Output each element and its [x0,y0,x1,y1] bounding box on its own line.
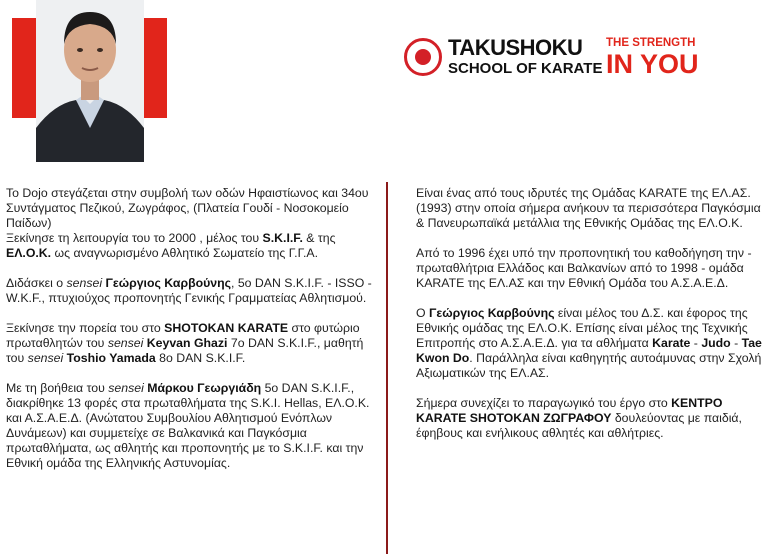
text: ως αναγνωρισμένο Αθλητικό Σωματείο της Γ.Γ.Α. [51,246,319,260]
portrait-block [12,0,167,162]
text-italic: sensei [66,276,103,290]
logo-tagline-2: IN YOU [606,49,699,79]
text-bold: Keyvan Ghazi [146,336,228,350]
logo-tagline [606,36,699,78]
right-paragraph-1: Είναι ένας από τους ιδρυτές της Ομάδας KARATE της ΕΛ.ΑΣ. (1993) στην οποία σήμερα ανήκουν τα περισσότερα Παγκόσμια & Πανευρωπαϊκά μετάλλια της Εθνικής Ομάδας της ΕΛ.Ο.Κ. [416,186,761,230]
right-paragraph-2: Από το 1996 έχει υπό την προπονητική του καθοδήγηση την - πρωταθλήτρια Ελλάδος και Βαλκανίων από το 1998 - ομάδα KARATE της ΕΛ.ΑΣ και την Εθνική Ομάδα του Α.Σ.Α.Ε.Δ. [416,246,752,290]
text-bold: Μάρκου Γεωργιάδη [147,381,262,395]
text-bold: ΕΛ.Ο.Κ. [6,246,52,260]
text-italic: sensei [108,381,144,395]
text-bold: Judo [701,336,731,350]
person-illustration [36,0,144,162]
text: 8ο DAN S.K.I.F. [155,351,246,365]
left-paragraph-2 [6,276,378,306]
portrait-photo [36,0,144,162]
text-bold: Toshio Yamada [66,351,156,365]
text: 7ο DAN S.K.I.F., μαθητή του [6,336,364,365]
text: Ο [416,306,429,320]
text: . Παράλληλα είναι καθηγητής αυτοάμυνας στην Σχολή Αξιωματικών της ΕΛ.ΑΣ. [416,351,762,380]
logo-emblem-icon [404,38,442,76]
logo-text [448,36,602,78]
text: Με τη βοήθεια του [6,381,109,395]
text-bold: Γεώργιος Καρβούνης [105,276,231,290]
takushoku-logo [404,36,704,86]
text-bold: S.K.I.F. [262,231,303,245]
text: - [730,336,742,350]
text-bold: Γεώργιος Καρβούνης [428,306,555,320]
text: Το Dojo στεγάζεται στην συμβολή των οδών Ηφαιστίωνος και 34ου Συντάγματος Πεζικού, Ζωγράφος, (Πλατεία Γουδί - Νοσοκομείο Παίδων) [6,186,369,230]
text: Ξεκίνησε την πορεία του στο [6,321,165,335]
text: είναι μέλος του Δ.Σ. και έφορος της Εθνικής ομάδας της ΕΛ.Ο.Κ. Επίσης είναι μέλος της Τεχνικής Επιτροπής στο Α.Σ.Α.Ε.Δ. για τα αθλήματα [416,306,748,350]
left-paragraph-3 [6,321,378,366]
text: Ξεκίνησε τη λειτουργία του το 2000 , μέλος του [6,231,263,245]
logo-brand: TAKUSHOKU [448,35,583,60]
text-italic: sensei [27,351,64,365]
text-bold: Tae Kwon Do [416,336,762,365]
logo-tagline-1: THE STRENGTH [606,37,696,49]
left-paragraph-4 [6,381,378,471]
text: Διδάσκει ο [6,276,67,290]
text: & της [302,231,336,245]
right-paragraph-3 [416,306,772,381]
text-italic: sensei [107,336,144,350]
text-bold: Karate [652,336,691,350]
text-bold: ΚΕΝΤΡΟ KARATE SHOTOKAN ΖΩΓΡΑΦΟΥ [416,396,723,425]
text-bold: SHOTOKAN KARATE [164,321,289,335]
text: , 5ο DAN S.K.I.F. - ISSO - W.K.F., πτυχιούχος προπονητής Γενικής Γραμματείας Αθλητισμού. [6,276,372,305]
text: στο φυτώριο πρωταθλητών του [6,321,360,350]
text: δουλεύοντας με παιδιά, έφηβους και ενήλικους αθλητές και αθλήτριες. [416,411,742,440]
column-divider [386,182,388,554]
text: Σήμερα συνεχίζει το παραγωγικό του έργο στο [416,396,672,410]
text: 5ο DAN S.K.I.F., διακρίθηκε 13 φορές στα πρωταθλήματα της S.K.I. Hellas, ΕΛ.Ο.Κ. και Α.Σ.Α.Ε.Δ. (Ανώτατου Συμβουλίου Αθλητισμού Ενόπλων Δυνάμεων) και συμμετείχε σε Βαλκανικά και Παγκόσμια πρωταθλήματα, ως αθλητής και προπονητής με το S.K.I.F. και την Εθνική ομάδα της Ελληνικής Αστυνομίας. [6,381,370,470]
right-paragraph-4 [416,396,772,441]
left-paragraph-1 [6,186,378,261]
right-column [416,186,772,456]
logo-subtitle: SCHOOL OF KARATE [448,60,603,77]
left-column [6,186,378,486]
text: - [690,336,702,350]
